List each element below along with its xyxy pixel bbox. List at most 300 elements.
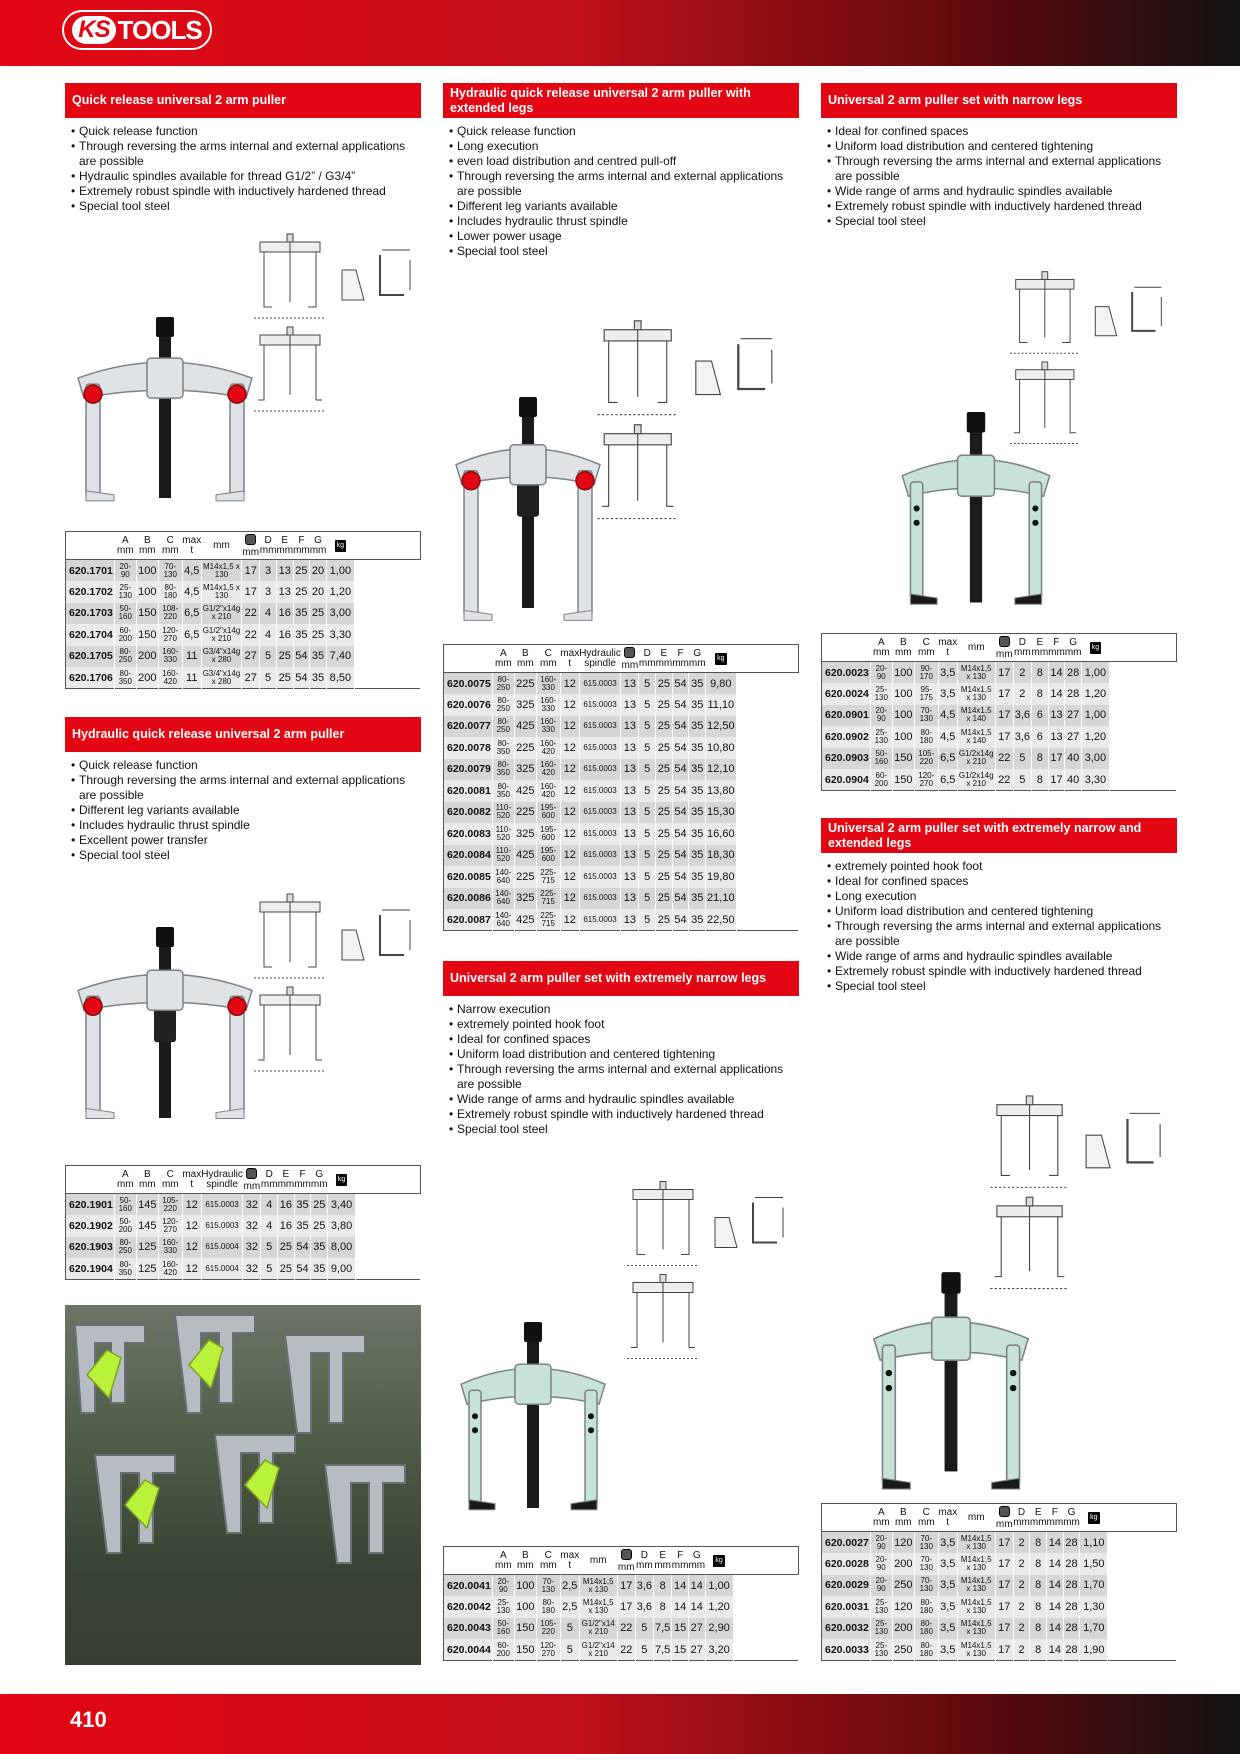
table-cell: M14x1,5 x 130 bbox=[957, 1575, 995, 1597]
table-header-cell: C mm bbox=[158, 532, 182, 560]
table-cell-filler bbox=[736, 888, 798, 910]
table-cell: 16,60 bbox=[706, 823, 737, 845]
table-cell: 2 bbox=[1013, 1532, 1030, 1554]
table-cell: 35 bbox=[310, 646, 327, 668]
table-header-cell: A mm bbox=[492, 1547, 514, 1575]
feature-item: • Through reversing the arms internal and external applications are possible bbox=[71, 139, 421, 169]
table-cell: 1,70 bbox=[1080, 1575, 1108, 1597]
table-cell: 5 bbox=[635, 1639, 653, 1661]
table-cell: 12 bbox=[560, 673, 579, 695]
table-cell: 11 bbox=[182, 646, 201, 668]
table-cell: 225 bbox=[514, 737, 536, 759]
table-cell: 615.0003 bbox=[579, 802, 621, 824]
table-cell: 120 bbox=[892, 1532, 914, 1554]
table-cell: 80-180 bbox=[914, 1596, 938, 1618]
table-header-cell bbox=[705, 1547, 733, 1575]
table-cell: 5 bbox=[639, 694, 656, 716]
feature-item: • Wide range of arms and hydraulic spindles available bbox=[827, 184, 1177, 199]
article-number: 620.0076 bbox=[444, 694, 493, 716]
table-cell: 25-130 bbox=[492, 1596, 514, 1618]
table-cell: 17 bbox=[995, 705, 1013, 727]
table-cell: 2 bbox=[1013, 1553, 1030, 1575]
table-cell: 1,20 bbox=[326, 581, 354, 603]
dimension-schematic bbox=[250, 230, 420, 420]
article-number: 620.0033 bbox=[822, 1639, 871, 1661]
table-cell: 50-160 bbox=[114, 603, 136, 625]
feature-list bbox=[821, 859, 1177, 994]
table-cell: 14 bbox=[672, 1596, 689, 1618]
feature-item: • Special tool steel bbox=[827, 214, 1177, 229]
table-cell: 12 bbox=[560, 845, 579, 867]
feature-item: • Hydraulic spindles available for thread G1/2” / G3/4” bbox=[71, 169, 421, 184]
feature-item: • Special tool steel bbox=[449, 244, 799, 259]
table-row bbox=[822, 1532, 1177, 1554]
table-cell: 12 bbox=[182, 1215, 201, 1237]
section-narrow-legs bbox=[821, 83, 1177, 229]
table-row bbox=[444, 673, 799, 695]
table-cell: 615.0003 bbox=[579, 759, 621, 781]
table-cell: 3,00 bbox=[1081, 748, 1109, 770]
feature-item: • Wide range of arms and hydraulic spindles available bbox=[449, 1092, 799, 1107]
table-cell: 3,5 bbox=[938, 1618, 957, 1640]
table-header-cell: E mm bbox=[276, 532, 293, 560]
table-cell: 22 bbox=[242, 603, 260, 625]
article-number: 620.0041 bbox=[444, 1575, 493, 1597]
table-row bbox=[444, 823, 799, 845]
dimension-schematic bbox=[1006, 260, 1171, 460]
table-cell: 2 bbox=[1013, 683, 1031, 705]
table-row bbox=[444, 866, 799, 888]
table-row bbox=[444, 1639, 799, 1661]
table-cell: 70-130 bbox=[914, 705, 938, 727]
table-cell: 35 bbox=[311, 1258, 328, 1280]
table-cell: 25 bbox=[278, 1258, 295, 1280]
table-cell: 35 bbox=[293, 624, 310, 646]
table-cell: 615.0003 bbox=[579, 737, 621, 759]
table-cell: 200 bbox=[136, 646, 158, 668]
table-cell: M14x1,5 x 130 bbox=[957, 683, 995, 705]
table-cell: 28 bbox=[1063, 1639, 1080, 1661]
table-cell: 425 bbox=[514, 845, 536, 867]
feature-item: • Long execution bbox=[827, 889, 1177, 904]
feature-list bbox=[443, 124, 799, 259]
table-cell: M14x1,5 x 130 bbox=[957, 1532, 995, 1554]
table-cell: 13 bbox=[621, 694, 639, 716]
table-cell: 28 bbox=[1063, 1618, 1080, 1640]
table-cell: 3,30 bbox=[326, 624, 354, 646]
table-cell-filler bbox=[1109, 662, 1176, 684]
puller-photo bbox=[70, 925, 260, 1140]
table-cell: 225 bbox=[514, 866, 536, 888]
table-cell: 160-420 bbox=[536, 759, 560, 781]
table-cell: 50-160 bbox=[492, 1618, 514, 1640]
table-cell: 145 bbox=[136, 1194, 158, 1216]
table-cell: 615.0004 bbox=[201, 1237, 243, 1259]
table-cell: 18,30 bbox=[706, 845, 737, 867]
table-cell: 108-220 bbox=[158, 603, 182, 625]
table-cell: 80-350 bbox=[492, 780, 514, 802]
table-cell: 8 bbox=[1030, 1532, 1047, 1554]
table-cell: 2 bbox=[1013, 662, 1031, 684]
table-header-cell: Hydraulic spindle bbox=[579, 645, 621, 673]
table-cell: 25 bbox=[656, 673, 673, 695]
table-header-cell: D mm bbox=[261, 1166, 278, 1194]
table-cell: 12 bbox=[560, 802, 579, 824]
table-cell: 32 bbox=[243, 1258, 261, 1280]
table-cell: 615.0003 bbox=[579, 866, 621, 888]
table-header-cell bbox=[706, 645, 737, 673]
table-cell: 14 bbox=[1047, 1639, 1064, 1661]
article-number: 620.1904 bbox=[66, 1258, 115, 1280]
article-number: 620.0043 bbox=[444, 1618, 493, 1640]
table-cell: 160-420 bbox=[158, 1258, 182, 1280]
table-row bbox=[444, 694, 799, 716]
table-header-cell bbox=[1080, 1504, 1108, 1532]
nut-icon bbox=[999, 1506, 1010, 1517]
feature-item: • Extremely robust spindle with inductively hardened thread bbox=[71, 184, 421, 199]
table-cell: 17 bbox=[995, 1618, 1013, 1640]
table-header-cell: D mm bbox=[639, 645, 656, 673]
table-cell-filler bbox=[736, 823, 798, 845]
table-cell: 200 bbox=[136, 667, 158, 689]
feature-item: • Special tool steel bbox=[71, 199, 421, 214]
table-cell: 160-330 bbox=[158, 646, 182, 668]
table-cell: 1,00 bbox=[1081, 705, 1109, 727]
section-hydraulic-extended bbox=[443, 83, 799, 259]
spec-table-extremely-narrow-extended bbox=[821, 1503, 1177, 1661]
article-number: 620.0903 bbox=[822, 748, 871, 770]
dimension-schematic bbox=[250, 890, 420, 1080]
table-cell: 80-250 bbox=[114, 646, 136, 668]
table-cell-filler bbox=[356, 1194, 421, 1216]
table-cell: 9,80 bbox=[706, 673, 737, 695]
table-header-cell: max t bbox=[182, 1166, 201, 1194]
table-cell: 125 bbox=[136, 1237, 158, 1259]
table-cell: 25-130 bbox=[870, 1596, 892, 1618]
table-cell: 12 bbox=[560, 909, 579, 931]
table-cell: 20-90 bbox=[870, 1575, 892, 1597]
table-cell: 25-130 bbox=[870, 683, 892, 705]
table-cell: 14 bbox=[1048, 683, 1065, 705]
table-header-cell: D mm bbox=[635, 1547, 653, 1575]
table-cell-filler bbox=[1108, 1639, 1177, 1661]
table-cell: 5 bbox=[261, 1237, 278, 1259]
table-cell: 3,20 bbox=[705, 1639, 733, 1661]
table-cell: 17 bbox=[995, 1596, 1013, 1618]
table-cell: 8 bbox=[1030, 1575, 1047, 1597]
table-cell: 25 bbox=[656, 737, 673, 759]
logo-ks: KS bbox=[72, 16, 115, 44]
table-cell: 13 bbox=[621, 759, 639, 781]
feature-item: • Uniform load distribution and centered tightening bbox=[449, 1047, 799, 1062]
table-cell: 5 bbox=[639, 866, 656, 888]
table-cell-filler bbox=[736, 802, 798, 824]
table-cell: 35 bbox=[689, 673, 706, 695]
table-cell: 1,20 bbox=[1081, 683, 1109, 705]
table-row bbox=[444, 759, 799, 781]
table-cell: G1/2"x14 x 210 bbox=[579, 1639, 617, 1661]
nut-icon bbox=[999, 636, 1010, 647]
table-cell: 160-420 bbox=[158, 667, 182, 689]
table-cell: 16 bbox=[276, 603, 293, 625]
table-cell: 5 bbox=[639, 845, 656, 867]
table-cell: 150 bbox=[136, 624, 158, 646]
table-cell: 100 bbox=[136, 581, 158, 603]
table-cell: 70-130 bbox=[914, 1553, 938, 1575]
article-number: 620.0075 bbox=[444, 673, 493, 695]
table-cell: 3,80 bbox=[328, 1215, 356, 1237]
table-cell: 22 bbox=[617, 1618, 635, 1640]
table-cell: 35 bbox=[294, 1194, 311, 1216]
table-cell: 25 bbox=[656, 802, 673, 824]
table-cell-filler bbox=[354, 560, 420, 582]
table-cell: 12 bbox=[560, 780, 579, 802]
table-row bbox=[822, 1575, 1177, 1597]
table-header-cell bbox=[1081, 634, 1109, 662]
table-cell: 21,10 bbox=[706, 888, 737, 910]
table-cell: 13 bbox=[621, 845, 639, 867]
table-cell-filler bbox=[736, 694, 798, 716]
table-header-cell: F mm bbox=[1047, 1504, 1064, 1532]
table-header-filler bbox=[354, 532, 420, 560]
table-cell: 14 bbox=[1047, 1553, 1064, 1575]
table-cell: 17 bbox=[995, 683, 1013, 705]
table-cell-filler bbox=[736, 737, 798, 759]
table-cell: 54 bbox=[672, 694, 689, 716]
table-cell: 6,5 bbox=[182, 624, 201, 646]
table-cell: 13 bbox=[1048, 726, 1065, 748]
table-cell: 35 bbox=[689, 888, 706, 910]
table-cell: 17 bbox=[617, 1575, 635, 1597]
table-cell: 70-130 bbox=[914, 1575, 938, 1597]
table-cell: 54 bbox=[293, 646, 310, 668]
article-number: 620.0078 bbox=[444, 737, 493, 759]
table-cell: 54 bbox=[672, 737, 689, 759]
table-cell: 3,5 bbox=[938, 1553, 957, 1575]
table-header-cell bbox=[66, 532, 115, 560]
logo-tools: TOOLS bbox=[117, 14, 202, 45]
table-cell: 13,80 bbox=[706, 780, 737, 802]
table-cell-filler bbox=[733, 1618, 798, 1640]
article-number: 620.0042 bbox=[444, 1596, 493, 1618]
table-row bbox=[66, 603, 421, 625]
table-header-cell: C mm bbox=[914, 1504, 938, 1532]
feature-item: • Ideal for confined spaces bbox=[449, 1032, 799, 1047]
section-extremely-narrow bbox=[443, 961, 799, 1137]
section-title: Hydraulic quick release universal 2 arm puller bbox=[65, 717, 421, 752]
nut-icon bbox=[245, 534, 256, 545]
table-header-cell: E mm bbox=[654, 1547, 672, 1575]
table-row bbox=[66, 1258, 421, 1280]
table-cell: 2 bbox=[1013, 1618, 1030, 1640]
table-cell: 5 bbox=[639, 673, 656, 695]
feature-item: • Special tool steel bbox=[827, 979, 1177, 994]
feature-item: • Special tool steel bbox=[71, 848, 421, 863]
table-cell-filler bbox=[1109, 726, 1176, 748]
table-cell: 17 bbox=[995, 1639, 1013, 1661]
table-cell: M14x1,5 x 130 bbox=[957, 1618, 995, 1640]
table-header-cell bbox=[328, 1166, 356, 1194]
table-header-cell: G mm bbox=[1065, 634, 1082, 662]
article-number: 620.0031 bbox=[822, 1596, 871, 1618]
table-cell: 80-250 bbox=[492, 673, 514, 695]
weight-icon: kg bbox=[336, 1174, 347, 1186]
table-cell-filler bbox=[1109, 705, 1176, 727]
table-cell: 80-250 bbox=[492, 694, 514, 716]
table-cell: 5 bbox=[261, 1258, 278, 1280]
table-cell-filler bbox=[1109, 748, 1176, 770]
table-row bbox=[66, 1237, 421, 1259]
table-header-cell: G mm bbox=[311, 1166, 328, 1194]
table-cell: 3,5 bbox=[938, 662, 957, 684]
table-cell-filler bbox=[356, 1215, 421, 1237]
table-header-cell: B mm bbox=[514, 645, 536, 673]
table-cell: 13 bbox=[621, 909, 639, 931]
table-cell: 40 bbox=[1065, 748, 1082, 770]
table-row bbox=[822, 726, 1177, 748]
table-cell: 16 bbox=[276, 624, 293, 646]
table-cell-filler bbox=[354, 624, 420, 646]
table-cell: 25 bbox=[656, 759, 673, 781]
table-row bbox=[444, 1618, 799, 1640]
table-cell: 17 bbox=[242, 581, 260, 603]
table-cell: 25 bbox=[310, 624, 327, 646]
table-cell: 80-350 bbox=[114, 667, 136, 689]
table-cell: 3,6 bbox=[1013, 705, 1031, 727]
table-header-cell: F mm bbox=[294, 1166, 311, 1194]
table-header-cell: G mm bbox=[688, 1547, 705, 1575]
product-image-extremely-narrow-extended bbox=[821, 1080, 1177, 1500]
table-cell: 35 bbox=[689, 694, 706, 716]
nut-icon bbox=[621, 1549, 632, 1560]
table-cell: 12 bbox=[560, 737, 579, 759]
table-cell: 1,00 bbox=[705, 1575, 733, 1597]
table-cell: 3,6 bbox=[635, 1575, 653, 1597]
table-header-cell bbox=[66, 1166, 115, 1194]
article-number: 620.1901 bbox=[66, 1194, 115, 1216]
table-cell: 8 bbox=[1032, 748, 1049, 770]
feature-item: • Different leg variants available bbox=[449, 199, 799, 214]
table-header-filler bbox=[1109, 634, 1176, 662]
table-cell: 12 bbox=[560, 866, 579, 888]
table-cell: 16 bbox=[278, 1194, 295, 1216]
table-cell: 27 bbox=[1065, 726, 1082, 748]
weight-icon: kg bbox=[715, 653, 726, 665]
table-header-cell: B mm bbox=[892, 1504, 914, 1532]
table-cell: G1/2"x14g x 210 bbox=[201, 624, 242, 646]
feature-item: • Extremely robust spindle with inductively hardened thread bbox=[449, 1107, 799, 1122]
table-cell-filler bbox=[736, 909, 798, 931]
table-header-cell: mm bbox=[957, 634, 995, 662]
table-cell: M14x1,5 x 140 bbox=[957, 705, 995, 727]
table-header-cell bbox=[326, 532, 354, 560]
table-cell: 25-130 bbox=[870, 1639, 892, 1661]
table-header-cell: A mm bbox=[870, 1504, 892, 1532]
table-cell: 13 bbox=[276, 581, 293, 603]
table-header-cell: E mm bbox=[1030, 1504, 1047, 1532]
table-cell: 12,50 bbox=[706, 716, 737, 738]
table-cell: 195-600 bbox=[536, 845, 560, 867]
table-header-filler bbox=[356, 1166, 421, 1194]
table-cell-filler bbox=[354, 646, 420, 668]
table-cell: 7,5 bbox=[654, 1639, 672, 1661]
table-cell: 8 bbox=[654, 1596, 672, 1618]
table-cell: 160-330 bbox=[536, 694, 560, 716]
table-row bbox=[822, 1553, 1177, 1575]
table-cell: 12 bbox=[182, 1237, 201, 1259]
table-cell: 1,50 bbox=[1080, 1553, 1108, 1575]
table-cell: 14 bbox=[1047, 1618, 1064, 1640]
table-cell: 14 bbox=[688, 1575, 705, 1597]
feature-item: • Includes hydraulic thrust spindle bbox=[449, 214, 799, 229]
table-header-cell: max t bbox=[938, 1504, 957, 1532]
table-cell: 12 bbox=[560, 759, 579, 781]
table-cell: 615.0003 bbox=[579, 694, 621, 716]
table-cell: 13 bbox=[621, 802, 639, 824]
table-cell: 35 bbox=[293, 603, 310, 625]
table-cell: 28 bbox=[1063, 1596, 1080, 1618]
table-cell: 12 bbox=[182, 1194, 201, 1216]
table-cell: 13 bbox=[621, 888, 639, 910]
article-number: 620.1902 bbox=[66, 1215, 115, 1237]
table-cell: 20-90 bbox=[870, 662, 892, 684]
article-number: 620.0032 bbox=[822, 1618, 871, 1640]
feature-item: • Excellent power transfer bbox=[71, 833, 421, 848]
puller-photo bbox=[70, 315, 260, 520]
dimension-schematic bbox=[986, 1080, 1171, 1310]
table-row bbox=[66, 624, 421, 646]
article-number: 620.0087 bbox=[444, 909, 493, 931]
table-cell: 120-270 bbox=[158, 1215, 182, 1237]
weight-icon: kg bbox=[1088, 1512, 1099, 1524]
table-cell: 100 bbox=[892, 705, 914, 727]
table-cell: 145 bbox=[136, 1215, 158, 1237]
product-image-hydraulic bbox=[65, 885, 421, 1165]
table-cell: 6 bbox=[1032, 726, 1049, 748]
table-cell: 35 bbox=[689, 737, 706, 759]
article-number: 620.0086 bbox=[444, 888, 493, 910]
table-header-cell bbox=[621, 645, 639, 673]
table-header-cell: F mm bbox=[672, 1547, 689, 1575]
table-cell: 2 bbox=[1013, 1575, 1030, 1597]
header-label: mm bbox=[995, 648, 1013, 660]
table-cell: M14x1,5 x 130 bbox=[579, 1596, 617, 1618]
table-cell: 160-330 bbox=[158, 1237, 182, 1259]
table-cell: 325 bbox=[514, 759, 536, 781]
table-cell: 120 bbox=[892, 1596, 914, 1618]
table-cell: 54 bbox=[672, 780, 689, 802]
table-cell: 22,50 bbox=[706, 909, 737, 931]
table-cell: 27 bbox=[688, 1639, 705, 1661]
table-cell: 25 bbox=[656, 866, 673, 888]
table-row bbox=[444, 845, 799, 867]
table-cell: 17 bbox=[995, 1575, 1013, 1597]
feature-item: • extremely pointed hook foot bbox=[449, 1017, 799, 1032]
table-cell-filler bbox=[733, 1639, 798, 1661]
table-cell: 80-180 bbox=[536, 1596, 560, 1618]
section-hydraulic bbox=[65, 717, 421, 863]
table-cell: 25 bbox=[293, 560, 310, 582]
table-header-cell bbox=[243, 1166, 261, 1194]
table-cell: 80-180 bbox=[914, 1639, 938, 1661]
table-cell: 160-330 bbox=[536, 716, 560, 738]
table-cell: 5 bbox=[639, 737, 656, 759]
table-cell: 28 bbox=[1065, 662, 1082, 684]
application-photo-art bbox=[65, 1305, 421, 1665]
article-number: 620.0901 bbox=[822, 705, 871, 727]
table-cell-filler bbox=[736, 673, 798, 695]
table-cell-filler bbox=[1109, 769, 1176, 791]
